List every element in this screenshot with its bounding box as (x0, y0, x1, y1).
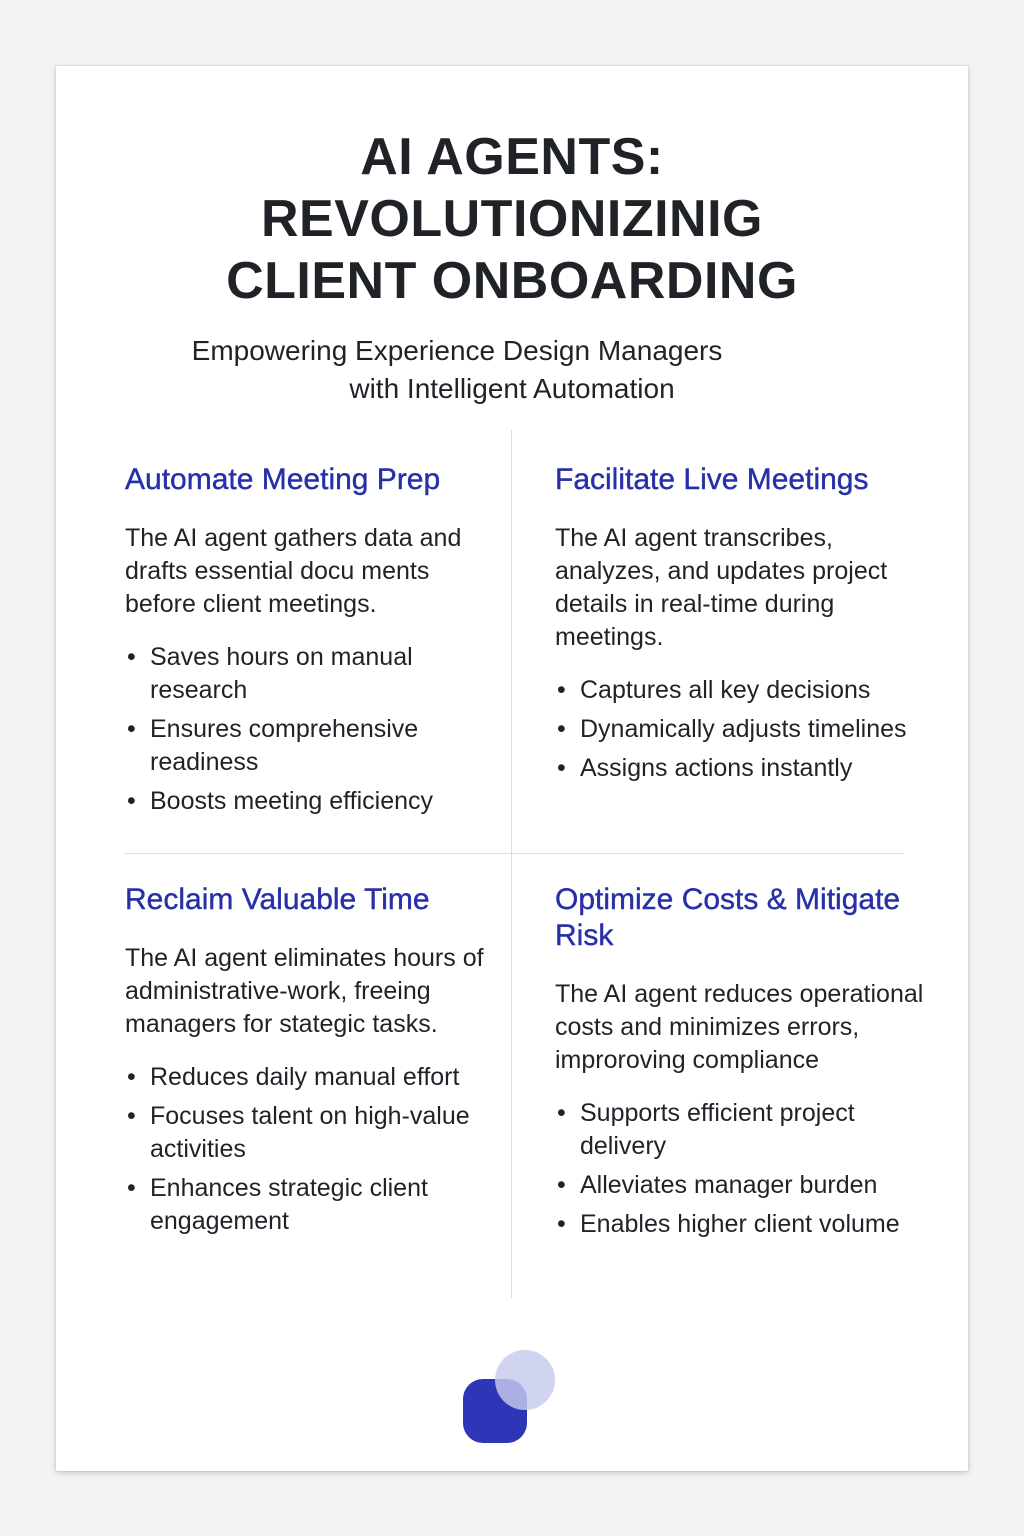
bullet-icon: • (557, 754, 566, 782)
section-heading: Automate Meeting Prep (125, 463, 441, 496)
section-reclaim-valuable-time (125, 882, 505, 1244)
section-automate-meeting-prep (125, 462, 505, 824)
section-facilitate-live-meetings (555, 462, 935, 791)
bullet-icon: • (557, 1210, 566, 1238)
section-description: The AI agent eliminates hours of administrative-work, freeing managers for stategic tasks. (125, 944, 484, 1038)
list-item (555, 1169, 935, 1202)
bullet-list (555, 674, 935, 785)
bullet-icon: • (127, 1063, 136, 1091)
section-description: The AI agent transcribes, analyzes, and updates project details in real-time during meetings. (555, 524, 888, 651)
list-item-text: Dynamically adjusts timelines (580, 715, 907, 743)
bullet-list (125, 641, 505, 818)
title-line-1: AI AGENTS: (360, 128, 664, 186)
list-item (125, 785, 505, 818)
list-item-text: Assigns actions instantly (580, 754, 853, 782)
bullet-icon: • (557, 1171, 566, 1199)
section-optimize-costs (555, 882, 935, 1247)
list-item (555, 674, 935, 707)
section-heading: Facilitate Live Meetings (555, 463, 869, 496)
bullet-icon: • (557, 1099, 566, 1127)
bullet-icon: • (127, 787, 136, 815)
list-item-text: Ensures comprehensive readiness (150, 715, 419, 776)
list-item (125, 641, 505, 707)
logo-light-circle (495, 1350, 555, 1410)
subtitle-line-2: with Intelligent Automation (349, 373, 675, 404)
title-line-2: REVOLUTIONIZINIG (261, 190, 763, 248)
list-item-text: Reduces daily manual effort (150, 1063, 460, 1091)
list-item-text: Supports efficient project delivery (580, 1099, 855, 1160)
list-item-text: Captures all key decisions (580, 676, 871, 704)
page-title (56, 126, 968, 312)
list-item (555, 1208, 935, 1241)
list-item-text: Focuses talent on high-value activities (150, 1102, 470, 1163)
list-item-text: Alleviates manager burden (580, 1171, 878, 1199)
section-description: The AI agent gathers data and drafts essential docu ments before client meetings. (125, 524, 462, 618)
list-item-text: Boosts meeting efficiency (150, 787, 434, 815)
bullet-icon: • (557, 715, 566, 743)
bullet-list (125, 1061, 505, 1238)
list-item (125, 1172, 505, 1238)
list-item (125, 1100, 505, 1166)
section-heading: Reclaim Valuable Time (125, 883, 430, 916)
bullet-icon: • (127, 1174, 136, 1202)
list-item-text: Enhances strategic client engagement (150, 1174, 428, 1235)
bullet-icon: • (127, 1102, 136, 1130)
infographic-poster (56, 66, 968, 1471)
bullet-icon: • (127, 715, 136, 743)
bullet-icon: • (557, 676, 566, 704)
list-item-text: Enables higher client volume (580, 1210, 900, 1238)
list-item-text: Saves hours on manual research (150, 643, 413, 704)
list-item (125, 713, 505, 779)
bullet-list (555, 1097, 935, 1241)
page-subtitle (56, 332, 968, 408)
title-line-3: CLIENT ONBOARDING (226, 252, 798, 310)
list-item (555, 1097, 935, 1163)
vertical-divider (511, 430, 512, 1298)
bullet-icon: • (127, 643, 136, 671)
section-heading: Optimize Costs & Mitigate Risk (555, 883, 901, 952)
list-item (555, 752, 935, 785)
section-description: The AI agent reduces operational costs and minimizes errors, improroving compliance (555, 980, 924, 1074)
overlapping-shapes-logo-icon (461, 1349, 557, 1445)
list-item (125, 1061, 505, 1094)
horizontal-divider (124, 853, 904, 854)
list-item (555, 713, 935, 746)
subtitle-line-1: Empowering Experience Design Managers (191, 335, 723, 366)
